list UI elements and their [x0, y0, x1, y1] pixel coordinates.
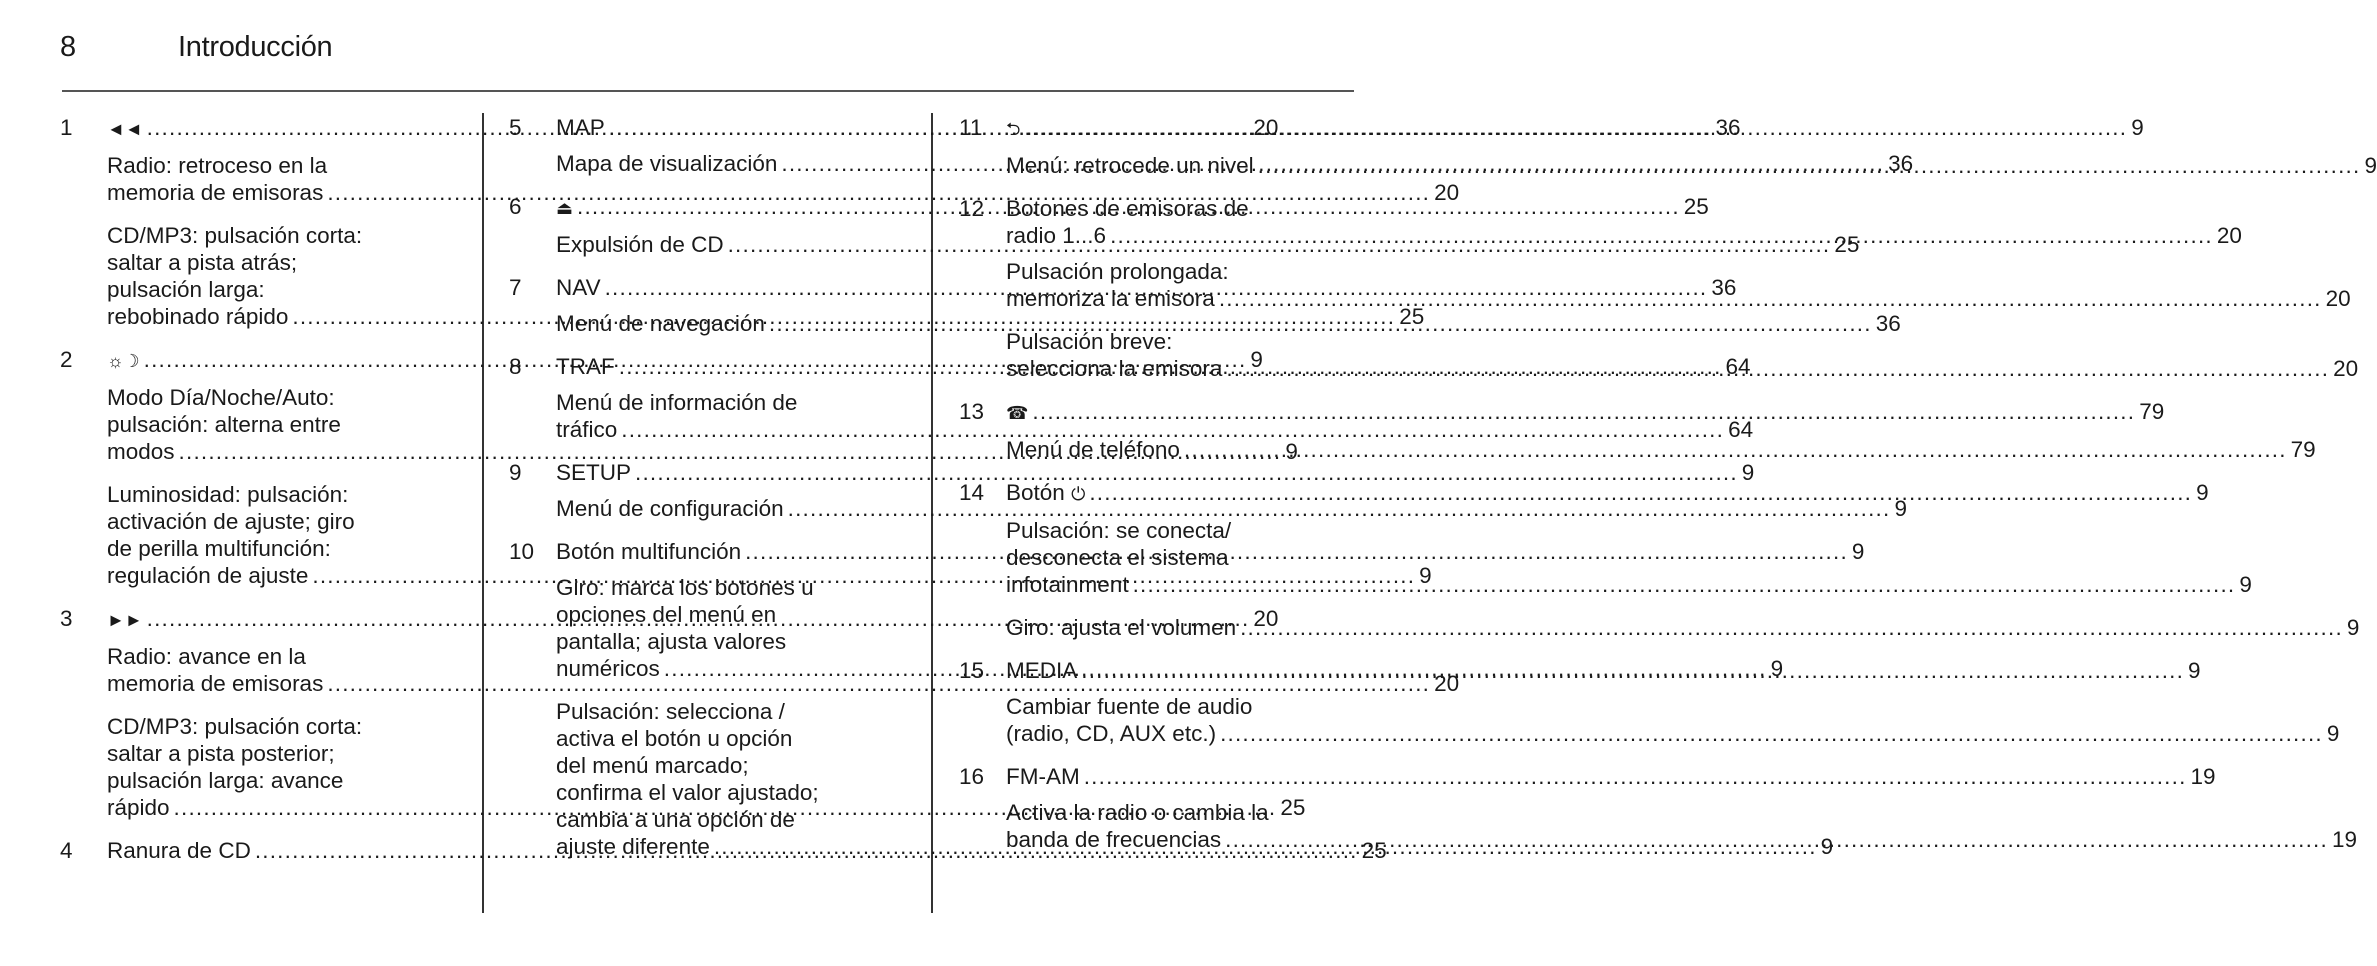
- index-line: [556, 574, 903, 601]
- entry-text: [107, 346, 140, 375]
- index-line: [1006, 720, 2340, 747]
- index-line: [107, 152, 454, 179]
- index-line: [556, 416, 1754, 443]
- entry-text: pulsación larga: avance: [107, 768, 344, 793]
- dot-leader: [1133, 571, 2236, 598]
- index-line: [107, 740, 454, 767]
- sub-entry-text: regulación de ajuste: [107, 563, 309, 588]
- entry-text: Pulsación: selecciona /: [556, 699, 785, 724]
- page-reference-link[interactable]: 20: [2333, 356, 2359, 381]
- index-line: [556, 628, 903, 655]
- entry-number: 11: [959, 115, 983, 140]
- sub-entry: [556, 495, 1907, 522]
- index-line: [1006, 258, 1353, 285]
- entry-text: [1006, 355, 1222, 382]
- entry-number: 10: [509, 539, 535, 564]
- page-reference-link[interactable]: 25: [1834, 232, 1860, 257]
- entry-text: [556, 150, 777, 177]
- index-line: [1006, 436, 2316, 463]
- dot-leader: [1184, 436, 2287, 463]
- page-reference-link[interactable]: 9: [2131, 115, 2144, 140]
- sub-entry-text: rebobinado rápido: [107, 304, 289, 329]
- entry-text: [1006, 657, 1077, 684]
- sub-entry-text: infotainment: [1006, 572, 1129, 597]
- page-reference-link[interactable]: 25: [1683, 194, 1709, 219]
- entry-text: [1006, 152, 1254, 179]
- sub-entry-text: memoriza la emisora: [1006, 286, 1215, 311]
- index-line: [1006, 398, 2164, 427]
- header-rule: [62, 90, 1354, 92]
- index-line: [107, 535, 454, 562]
- entry-text: [556, 274, 601, 301]
- entry-text: Modo Día/Noche/Auto:: [107, 385, 335, 410]
- sub-entry-text: memoria de emisoras: [107, 180, 324, 205]
- entry-number: 16: [959, 764, 985, 789]
- page-reference-link[interactable]: 9: [2346, 615, 2360, 640]
- dot-leader: [1226, 355, 2329, 382]
- entry-text: cambia a una opción de: [556, 807, 795, 832]
- entry-text: [107, 670, 323, 697]
- page-reference-link[interactable]: 36: [1875, 311, 1901, 336]
- entry-heading: [1006, 479, 2209, 508]
- index-line: [1006, 517, 1353, 544]
- index-line: [107, 508, 454, 535]
- entry-text: [556, 655, 660, 682]
- entry-text: [556, 495, 784, 522]
- index-line: [1006, 479, 2209, 508]
- entry-text: [556, 193, 573, 222]
- entry-text: confirma el valor ajustado;: [556, 780, 819, 805]
- entry-heading: [1006, 763, 2216, 790]
- sub-entry-text: rápido: [107, 795, 170, 820]
- entry-text: [556, 459, 631, 486]
- entry-text: Botones de emisoras de: [1006, 196, 1249, 221]
- entry-text: Pulsación breve:: [1006, 329, 1173, 354]
- entry-text: [1006, 285, 1215, 312]
- page-reference-link[interactable]: 20: [1434, 180, 1460, 205]
- entry-text: CD/MP3: pulsación corta:: [107, 714, 363, 739]
- index-line: [1006, 222, 2242, 249]
- page-reference-link[interactable]: 36: [1715, 115, 1741, 140]
- page-reference-link[interactable]: 20: [1434, 671, 1460, 696]
- page-reference-link[interactable]: 20: [1253, 115, 1279, 140]
- index-line: [556, 752, 903, 779]
- index-entry: [509, 459, 1755, 486]
- entry-text: Cambiar fuente de audio: [1006, 694, 1253, 719]
- page-reference-link[interactable]: 25: [1399, 304, 1425, 329]
- entry-text: [556, 416, 617, 443]
- entry-number: 7: [509, 275, 522, 300]
- sub-entry-text: banda de frecuencias: [1006, 827, 1222, 852]
- entry-label: SETUP: [556, 460, 632, 485]
- page-reference-link[interactable]: 19: [2190, 764, 2216, 789]
- page-reference-link[interactable]: 9: [2326, 721, 2340, 746]
- entry-text: [1006, 614, 1236, 641]
- entry-text: saltar a pista atrás;: [107, 250, 298, 275]
- index-entry: [959, 763, 2216, 790]
- entry-label: MEDIA: [1006, 658, 1078, 683]
- index-entry: [959, 398, 2165, 427]
- index-line: [556, 779, 903, 806]
- sub-entry: [1006, 517, 2252, 598]
- index-line: [556, 495, 1907, 522]
- page-reference-link[interactable]: 79: [2139, 399, 2165, 424]
- entry-label: TRAF: [556, 354, 615, 379]
- index-line: [1006, 328, 1353, 355]
- entry-text: [1006, 571, 1129, 598]
- entry-text: [1006, 114, 1020, 143]
- dot-leader: [1110, 222, 2213, 249]
- dot-leader: [1258, 152, 2361, 179]
- entry-text: [1006, 436, 1180, 463]
- entry-number: 12: [959, 196, 985, 221]
- page-reference-link[interactable]: 20: [2325, 286, 2351, 311]
- phone-icon: ☎: [1006, 403, 1029, 423]
- page-reference-link[interactable]: 36: [1711, 275, 1737, 300]
- entry-text: pulsación: alterna entre: [107, 412, 341, 437]
- entry-number: 1: [60, 115, 73, 140]
- sub-entry-text: numéricos: [556, 656, 660, 681]
- entry-label: Botón multifunción: [556, 539, 742, 564]
- entry-text: [556, 114, 605, 141]
- index-line: [1006, 763, 2216, 790]
- entry-number: 9: [509, 460, 522, 485]
- sub-entry: [1006, 614, 2360, 641]
- page-reference-link[interactable]: 9: [1894, 496, 1907, 521]
- page-reference-link[interactable]: 36: [1888, 151, 1914, 176]
- entry-number: 14: [959, 480, 985, 505]
- dot-leader: [1032, 398, 2135, 425]
- page-reference-link[interactable]: 9: [2364, 153, 2377, 178]
- sub-entry-text: Menú de teléfono: [1006, 437, 1180, 462]
- entry-number: 8: [509, 354, 522, 379]
- entry-text: [556, 538, 741, 565]
- sub-entry-text: Mapa de visualización: [556, 151, 778, 176]
- index-line: [556, 698, 903, 725]
- sub-entry-text: Menú de configuración: [556, 496, 784, 521]
- entry-label: Botón: [1006, 480, 1065, 505]
- dot-leader: [1084, 763, 2187, 790]
- page-reference-link[interactable]: 20: [1253, 606, 1279, 631]
- page-reference-link[interactable]: 9: [1741, 460, 1755, 485]
- index-line: [1006, 114, 2144, 143]
- page-title: Introducción: [178, 31, 333, 63]
- page-reference-link[interactable]: 64: [1725, 354, 1751, 379]
- entry-text: Pulsación: se conecta/: [1006, 518, 1232, 543]
- entry-text: [107, 837, 251, 864]
- sub-entry-text: ajuste diferente: [556, 834, 710, 859]
- dot-leader: [1219, 285, 2322, 312]
- index-line: [107, 767, 454, 794]
- page-reference-link[interactable]: 9: [1851, 539, 1865, 564]
- dot-leader: [1024, 114, 2127, 141]
- index-line: [107, 249, 454, 276]
- entry-text: [556, 231, 724, 258]
- index-line: [1006, 657, 2201, 684]
- page-reference-link[interactable]: 9: [2196, 480, 2209, 505]
- entry-text: desconecta el sistema: [1006, 545, 1229, 570]
- entry-text: Radio: retroceso en la: [107, 153, 328, 178]
- page-reference-link[interactable]: 9: [1820, 834, 1834, 859]
- entry-heading: [1006, 398, 2164, 427]
- entry-number: 3: [60, 606, 73, 631]
- fast-forward-icon: ►►: [107, 610, 143, 630]
- index-line: [556, 725, 903, 752]
- index-line: [1006, 799, 1353, 826]
- day-night-icon: ☼☽: [107, 351, 140, 371]
- dot-leader: [1240, 614, 2343, 641]
- entry-heading: [1006, 657, 2201, 684]
- sub-entry-text: selecciona la emisora: [1006, 356, 1223, 381]
- power-icon: ⏻: [1071, 484, 1086, 504]
- page-reference-link[interactable]: 25: [1361, 838, 1387, 863]
- back-icon: ⮌: [1006, 119, 1021, 139]
- entry-text: saltar a pista posterior;: [107, 741, 335, 766]
- entry-text: [556, 310, 765, 337]
- entry-text: Menú de información de: [556, 390, 798, 415]
- index-line: [107, 713, 454, 740]
- entry-text: [1006, 222, 1106, 249]
- entry-number: 15: [959, 658, 985, 683]
- index-line: [107, 411, 454, 438]
- entry-text: Giro: marca los botones u: [556, 575, 814, 600]
- index-line: [1006, 195, 2242, 222]
- index-line: [107, 179, 1460, 206]
- page-reference-link[interactable]: 9: [1285, 439, 1298, 464]
- rewind-icon: ◄◄: [107, 119, 143, 139]
- page-reference-link[interactable]: 9: [2188, 658, 2201, 683]
- page-reference-link[interactable]: 9: [2239, 572, 2252, 597]
- index-line: [556, 806, 903, 833]
- entry-text: [556, 833, 710, 860]
- entry-text: [1006, 398, 1028, 427]
- entry-text: pulsación larga:: [107, 277, 265, 302]
- entry-number: 13: [959, 399, 985, 424]
- entry-text: [107, 179, 323, 206]
- entry-text: Radio: avance en la: [107, 644, 306, 669]
- dot-leader: [1089, 479, 2192, 506]
- page-reference-link[interactable]: 79: [2290, 437, 2316, 462]
- entry-label: FM-AM: [1006, 764, 1080, 789]
- entry-text: opciones del menú en: [556, 602, 777, 627]
- index-line: [107, 643, 454, 670]
- sub-entry-text: Expulsión de CD: [556, 232, 724, 257]
- entry-number: 5: [509, 115, 522, 140]
- entry-text: [107, 114, 143, 143]
- index-line: [107, 481, 454, 508]
- index-line: [107, 276, 454, 303]
- index-line: [556, 601, 903, 628]
- sub-entry: [1006, 436, 2316, 463]
- index-line: [1006, 571, 2252, 598]
- entry-text: [107, 303, 288, 330]
- entry-text: Luminosidad: pulsación:: [107, 482, 349, 507]
- entry-label: NAV: [556, 275, 601, 300]
- page-reference-link[interactable]: 9: [1419, 563, 1432, 588]
- page-reference-link[interactable]: 20: [2216, 223, 2242, 248]
- dot-leader: [1225, 826, 2328, 853]
- entry-text: [107, 605, 143, 634]
- entry-text: del menú marcado;: [556, 753, 749, 778]
- entry-text: pantalla; ajusta valores: [556, 629, 787, 654]
- entry-text: [556, 353, 615, 380]
- entry-text: [1006, 826, 1221, 853]
- sub-entry-text: tráfico: [556, 417, 618, 442]
- index-line: [107, 384, 454, 411]
- entry-number: 6: [509, 194, 522, 219]
- entry-text: [107, 794, 170, 821]
- entry-text: Activa la radio o cambia la: [1006, 800, 1269, 825]
- entry-text: Pulsación prolongada:: [1006, 259, 1229, 284]
- index-line: [1006, 693, 1353, 720]
- entry-label: MAP: [556, 115, 605, 140]
- entry-text: de perilla multifunción:: [107, 536, 331, 561]
- sub-entry-text: memoria de emisoras: [107, 671, 324, 696]
- index-line: [556, 389, 903, 416]
- entry-text: [1006, 479, 1085, 508]
- entry-number: 4: [60, 838, 73, 863]
- page-reference-link[interactable]: 9: [1770, 656, 1784, 681]
- dot-leader: [1081, 657, 2184, 684]
- eject-icon: ⏏: [556, 198, 574, 218]
- index-entry: [959, 479, 2209, 508]
- sub-entry: [1006, 693, 2340, 747]
- entry-text: activación de ajuste; giro: [107, 509, 355, 534]
- page-number: 8: [60, 31, 77, 63]
- page-reference-link[interactable]: 19: [2331, 827, 2357, 852]
- page-reference-link[interactable]: 9: [1250, 347, 1263, 372]
- sub-entry-text: Giro: ajusta el volumen: [1006, 615, 1237, 640]
- entry-heading: [1006, 195, 2242, 249]
- entry-text: [107, 562, 308, 589]
- dot-leader: [1220, 720, 2323, 747]
- entry-text: [107, 438, 175, 465]
- sub-entry-text: Menú de navegación: [556, 311, 765, 336]
- entry-label: Ranura de CD: [107, 838, 251, 863]
- index-line: [1006, 544, 1353, 571]
- page-reference-link[interactable]: 64: [1728, 417, 1754, 442]
- entry-heading: [1006, 114, 2144, 143]
- sub-entry-text: modos: [107, 439, 175, 464]
- entry-text: [1006, 720, 1216, 747]
- entry-text: [1006, 763, 1080, 790]
- index-line: [1006, 614, 2360, 641]
- entry-label: radio 1...6: [1006, 223, 1107, 248]
- page-reference-link[interactable]: 25: [1280, 795, 1306, 820]
- entry-text: CD/MP3: pulsación corta:: [107, 223, 363, 248]
- column-divider-1: [482, 113, 484, 913]
- entry-text: activa el botón u opción: [556, 726, 793, 751]
- index-line: [107, 222, 454, 249]
- entry-number: 2: [60, 347, 73, 372]
- sub-entry-text: (radio, CD, AUX etc.): [1006, 721, 1217, 746]
- sub-entry-text: Menú: retrocede un nivel: [1006, 153, 1254, 178]
